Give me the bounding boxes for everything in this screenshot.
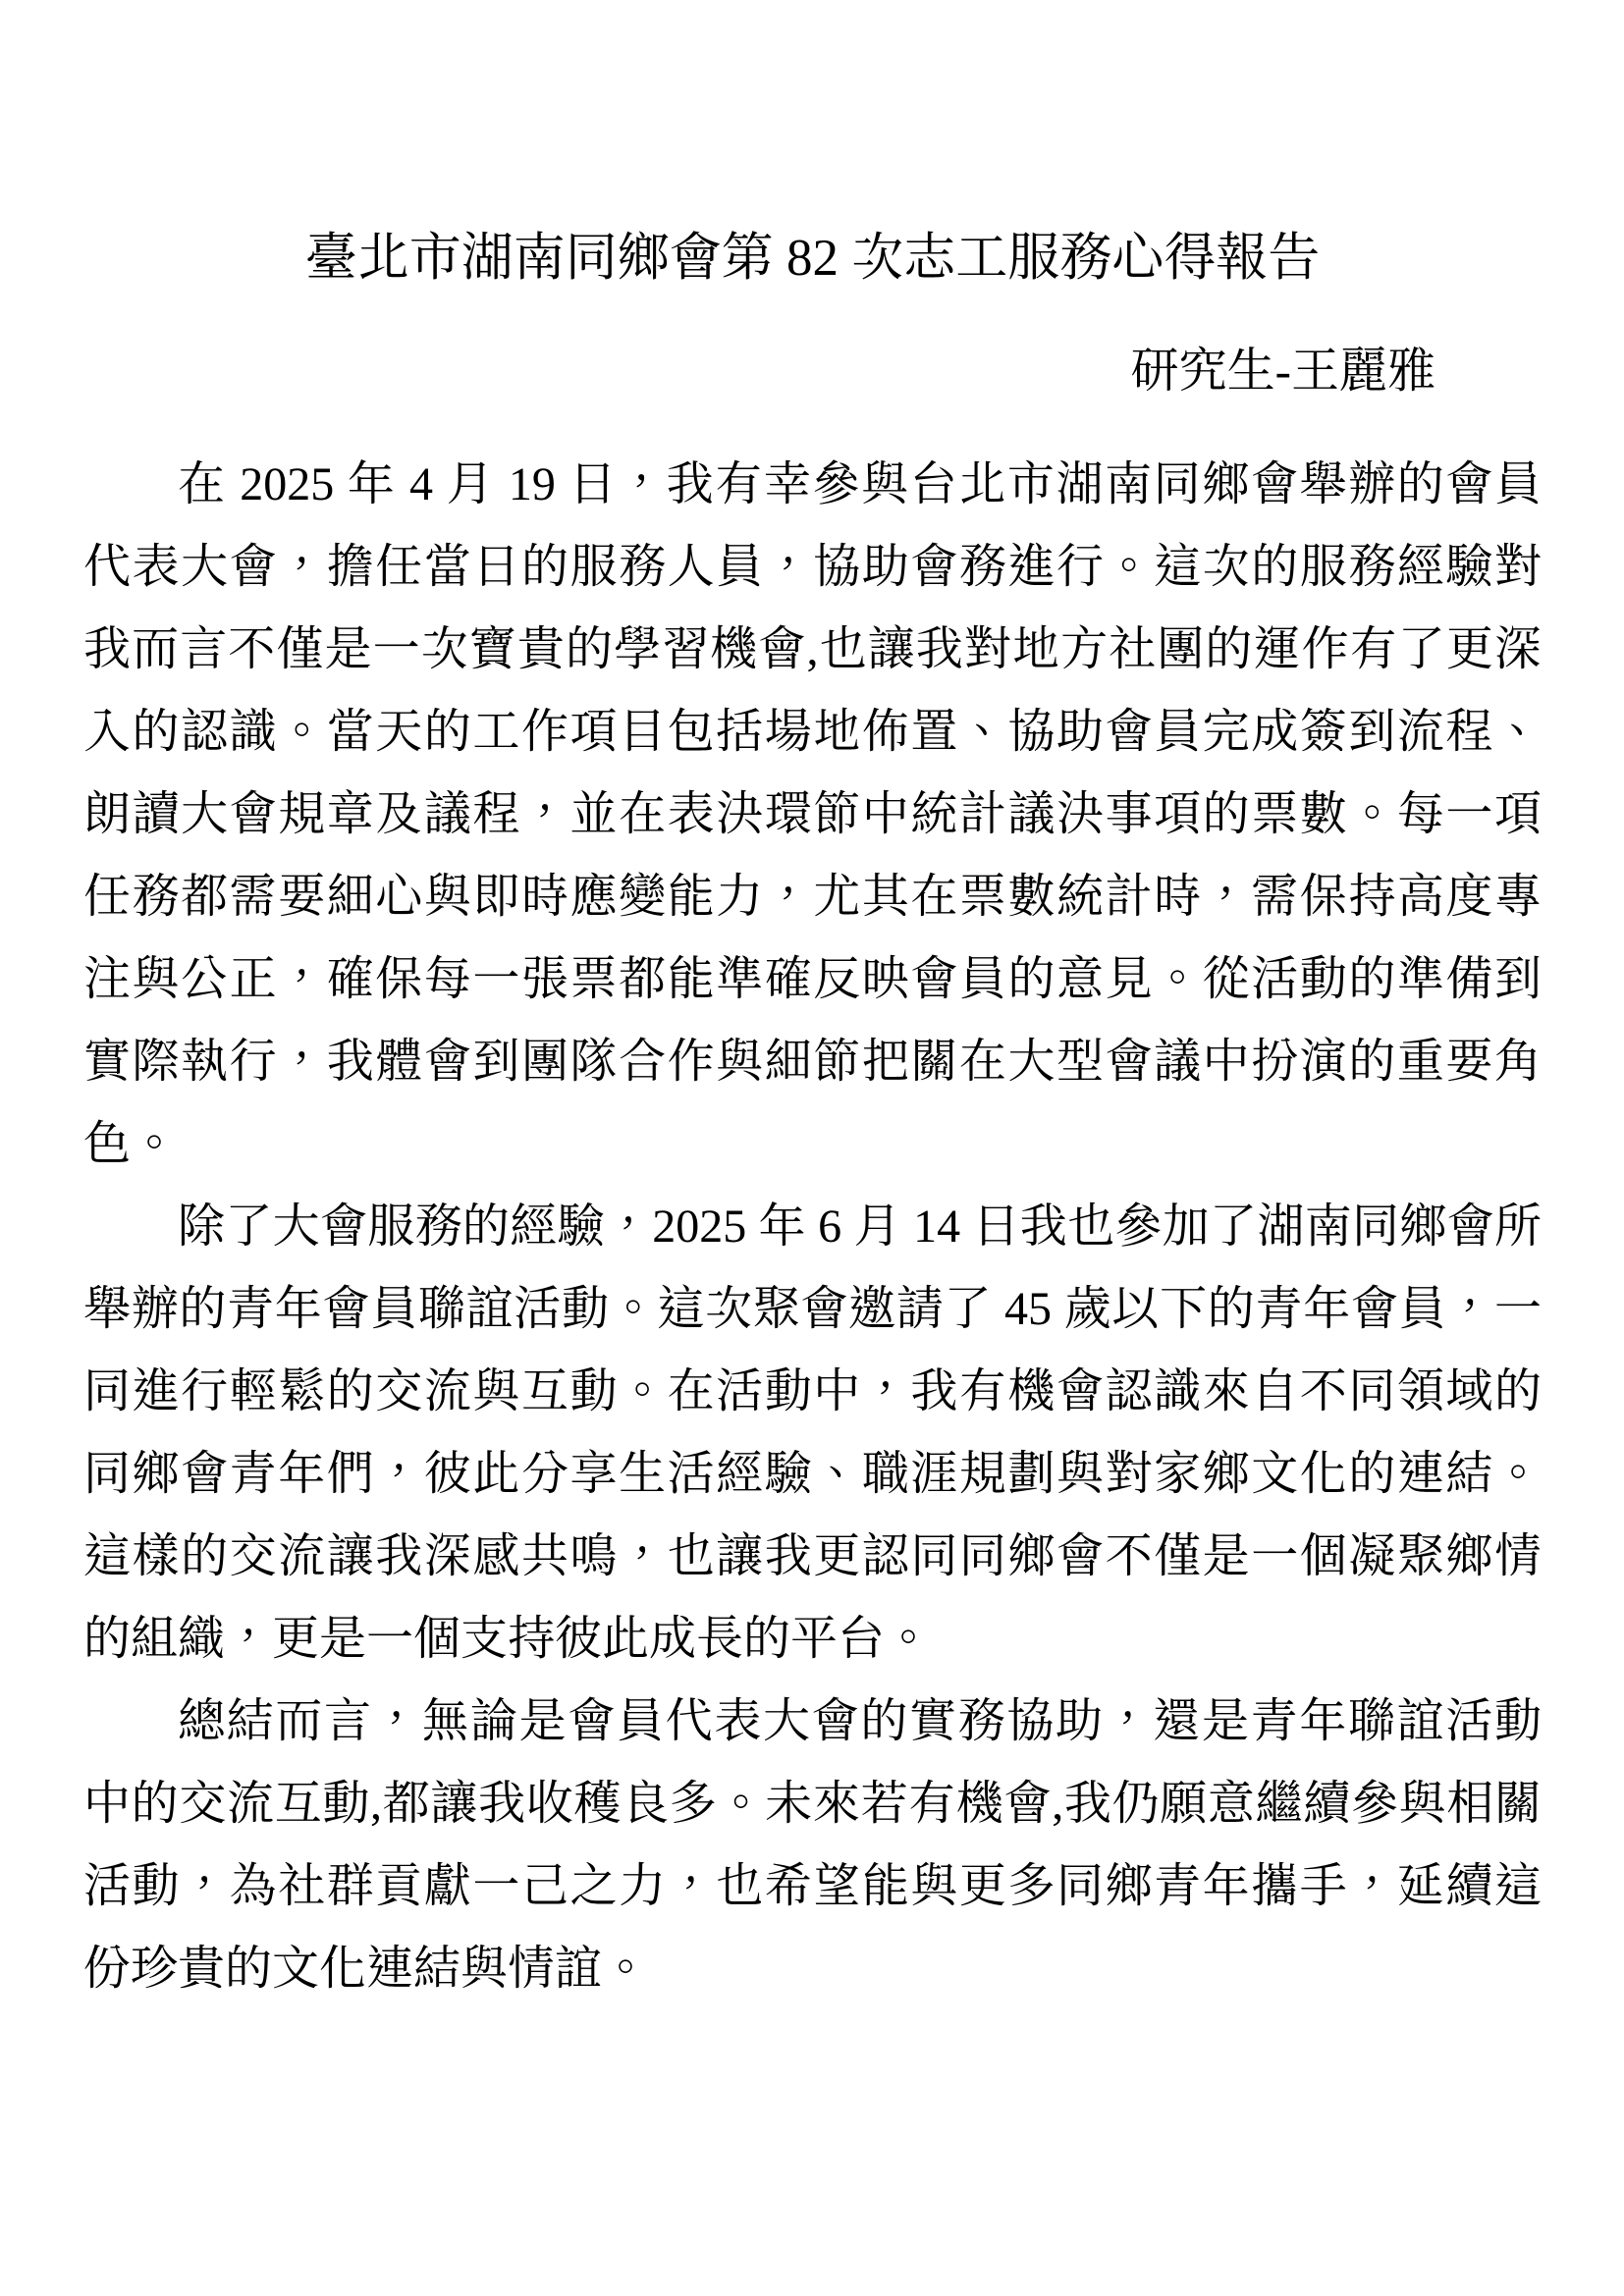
document-body — [83, 444, 1542, 2010]
document-content — [83, 226, 1542, 2010]
paragraph-1: 在 2025 年 4 月 19 日，我有幸參與台北市湖南同鄉會舉辦的會員代表大會，擔任當日的服務人員，協助會務進行。這次的服務經驗對我而言不僅是一次寶貴的學習機會,也讓我對地方社團的運作有了更深入的認識。當天的工作項目包括場地佈置、協助會員完成簽到流程、朗讀大會規章及議程，並在表決環節中統計議決事項的票數。每一項任務都需要細心與即時應變能力，尤其在票數統計時，需保持高度專注與公正，確保每一張票都能準確反映會員的意見。從活動的準備到實際執行，我體會到團隊合作與細節把關在大型會議中扮演的重要角色。 — [83, 458, 1542, 1170]
document-title: 臺北市湖南同鄉會第 82 次志工服務心得報告 — [304, 230, 1321, 287]
document-byline: 研究生-王麗雅 — [1130, 344, 1435, 398]
paragraph-2: 除了大會服務的經驗，2025 年 6 月 14 日我也參加了湖南同鄉會所舉辦的青年會員聯誼活動。這次聚會邀請了 45 歲以下的青年會員，一同進行輕鬆的交流與互動。在活動中，我有機會認識來自不同領域的同鄉會青年們，彼此分享生活經驗、職涯規劃與對家鄉文化的連結。這樣的交流讓我深感共鳴，也讓我更認同同鄉會不僅是一個凝聚鄉情的組織，更是一個支持彼此成長的平台。 — [83, 1201, 1542, 1665]
paragraph-3: 總結而言，無論是會員代表大會的實務協助，還是青年聯誼活動中的交流互動,都讓我收穫良多。未來若有機會,我仍願意繼續參與相關活動，為社群貢獻一己之力，也希望能與更多同鄉青年攜手，延續這份珍貴的文化連結與情誼。 — [83, 1695, 1542, 1995]
